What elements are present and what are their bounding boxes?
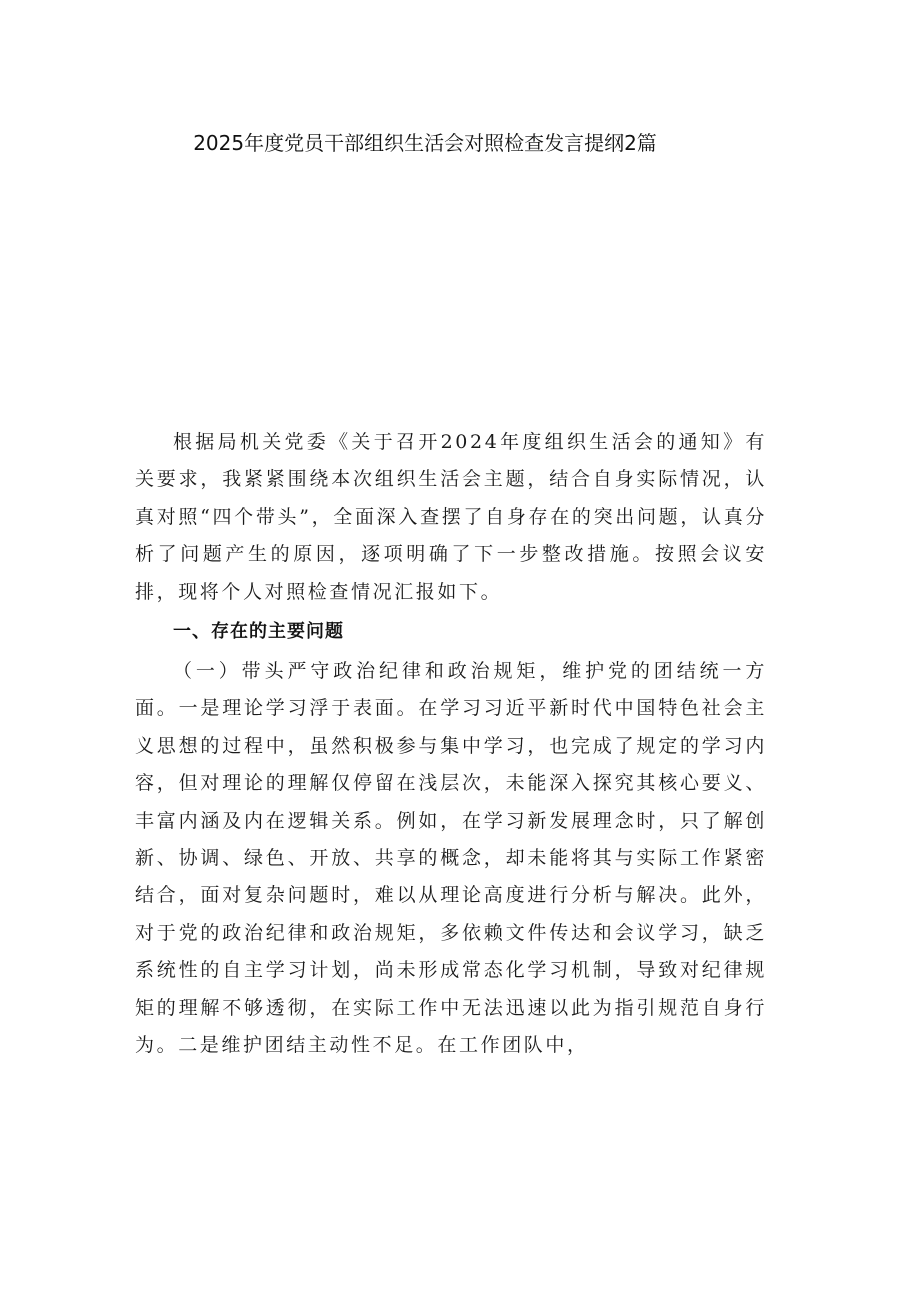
document-body: [135, 424, 767, 1065]
section-paragraph: （一）带头严守政治纪律和政治规矩，维护党的团结统一方面。一是理论学习浮于表面。在学习习近平新时代中国特色社会主义思想的过程中，虽然积极参与集中学习，也完成了规定的学习内容，但对理论的理解仅停留在浅层次，未能深入探究其核心要义、丰富内涵及内在逻辑关系。例如，在学习新发展理念时，只了解创新、协调、绿色、开放、共享的概念，却未能将其与实际工作紧密结合，面对复杂问题时，难以从理论高度进行分析与解决。此外，对于党的政治纪律和政治规矩，多依赖文件传达和会议学习，缺乏系统性的自主学习计划，尚未形成常态化学习机制，导致对纪律规矩的理解不够透彻，在实际工作中无法迅速以此为指引规范自身行为。二是维护团结主动性不足。在工作团队中，: [135, 660, 767, 1057]
intro-paragraph: 根据局机关党委《关于召开2024年度组织生活会的通知》有关要求，我紧紧围绕本次组织生活会主题，结合自身实际情况，认真对照“四个带头”，全面深入查摆了自身存在的突出问题，认真分析了问题产生的原因，逐项明确了下一步整改措施。按照会议安排，现将个人对照检查情况汇报如下。: [135, 431, 767, 603]
section-heading: 一、存在的主要问题: [173, 621, 344, 643]
document-title: 2025年度党员干部组织生活会对照检查发言提纲2篇: [193, 131, 657, 155]
